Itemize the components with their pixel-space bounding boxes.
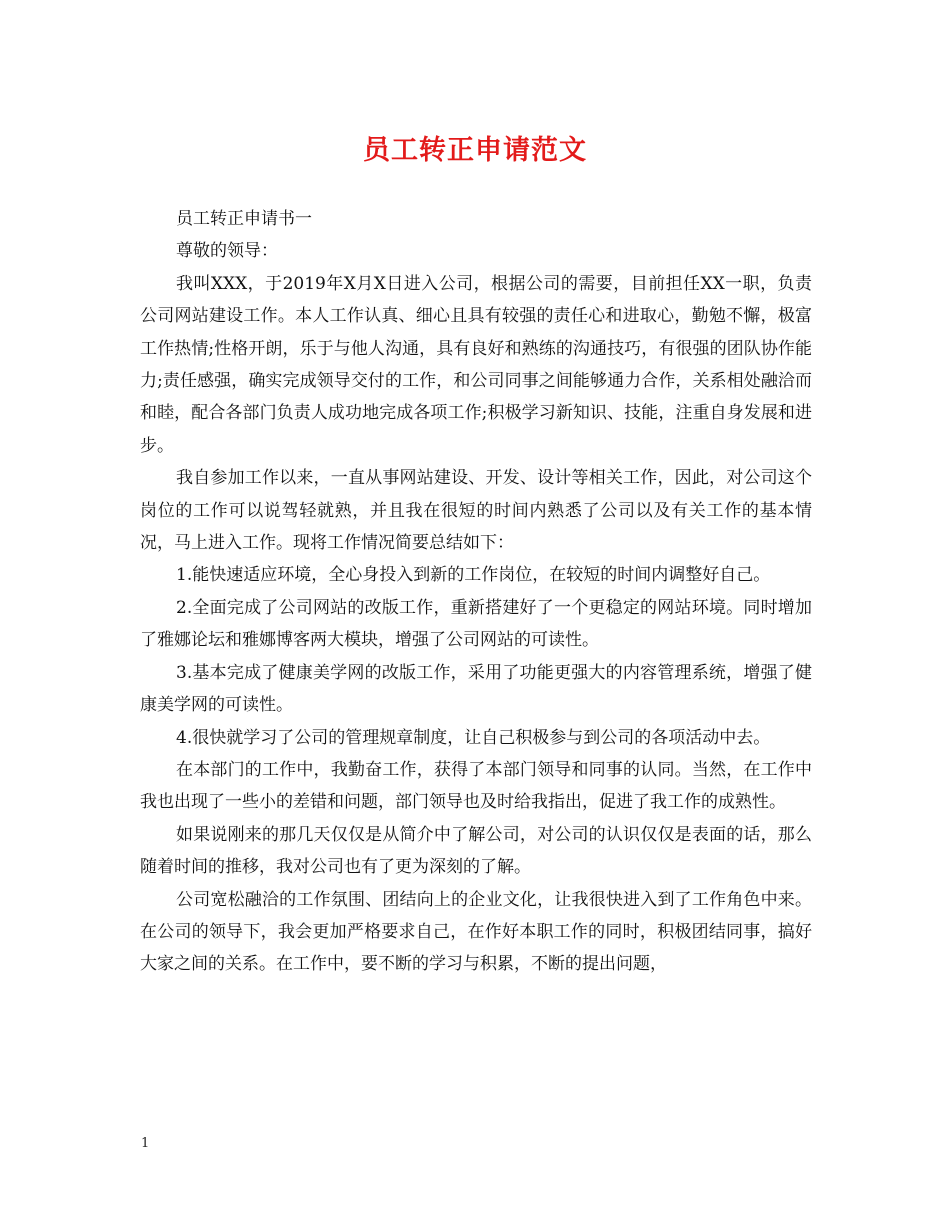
paragraph-salutation: 尊敬的领导： [176, 241, 278, 262]
list-item: 4.很快就学习了公司的管理规章制度，让自己积极参与到公司的各项活动中去。 [176, 727, 771, 748]
paragraph: 我叫XXX，于2019年X月X日进入公司，根据公司的需要，目前担任XX一职，负责公司网站建设工作。本人工作认真、细心且具有较强的责任心和进取心，勤勉不懈，极富工作热情;性格开朗，乐于与他人沟通，具有良好和熟练的沟通技巧，有很强的团队协作能力;责任感强，确实完成领导交付的工作，和公司同事之间能够通力合作，关系相处融洽而和睦，配合各部门负责人成功地完成各项工作;积极学习新知识、技能，注重自身发展和进步。 [140, 273, 812, 456]
paragraph: 如果说刚来的那几天仅仅是从简介中了解公司，对公司的认识仅仅是表面的话，那么随着时间的推移，我对公司也有了更为深刻的了解。 [140, 824, 812, 878]
paragraph: 我自参加工作以来，一直从事网站建设、开发、设计等相关工作，因此，对公司这个岗位的工作可以说驾轻就熟，并且我在很短的时间内熟悉了公司以及有关工作的基本情况，马上进入工作。现将工作情况简要总结如下： [140, 468, 812, 554]
document-body [140, 203, 812, 981]
list-item: 2.全面完成了公司网站的改版工作，重新搭建好了一个更稳定的网站环境。同时增加了雅娜论坛和雅娜博客两大模块，增强了公司网站的可读性。 [140, 597, 812, 651]
list-item: 3.基本完成了健康美学网的改版工作，采用了功能更强大的内容管理系统，增强了健康美学网的可读性。 [140, 662, 812, 716]
list-item: 1.能快速适应环境，全心身投入到新的工作岗位，在较短的时间内调整好自己。 [176, 565, 771, 586]
document-title: 员工转正申请范文 [363, 135, 587, 166]
paragraph: 公司宽松融洽的工作氛围、团结向上的企业文化，让我很快进入到了工作角色中来。在公司的领导下，我会更加严格要求自己，在作好本职工作的同时，积极团结同事，搞好大家之间的关系。在工作中，要不断的学习与积累，不断的提出问题， [140, 889, 812, 975]
paragraph-heading: 员工转正申请书一 [176, 209, 312, 229]
page-number: 1 [141, 1136, 150, 1151]
paragraph: 在本部门的工作中，我勤奋工作，获得了本部门领导和同事的认同。当然，在工作中我也出现了一些小的差错和问题，部门领导也及时给我指出，促进了我工作的成熟性。 [140, 759, 812, 813]
